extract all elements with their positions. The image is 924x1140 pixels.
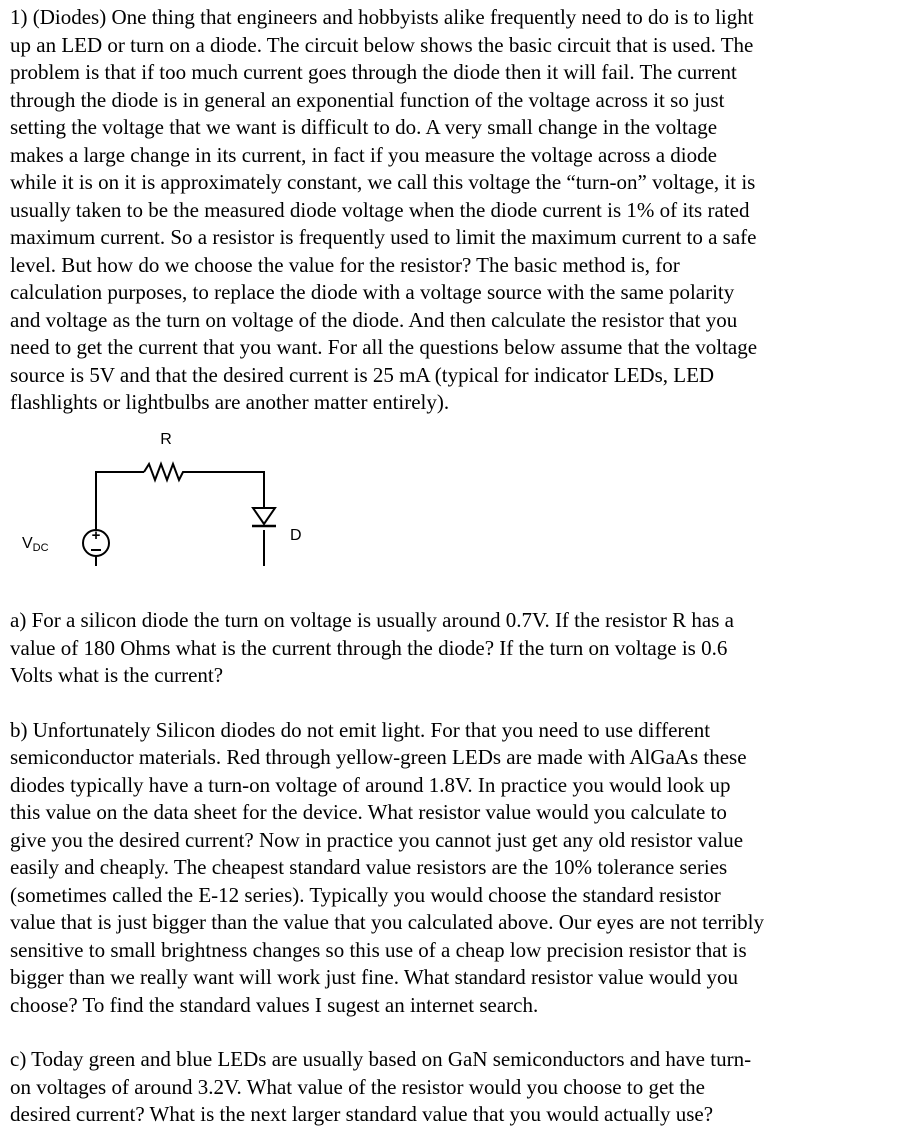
resistor-symbol <box>144 464 187 480</box>
text-line: through the diode is in general an exponential function of the voltage across it so just <box>10 87 725 112</box>
right-wire <box>187 472 264 508</box>
text-line: makes a large change in its current, in fact if you measure the voltage across a diode <box>10 142 717 167</box>
text-line: usually taken to be the measured diode voltage when the diode current is 1% of its rated <box>10 197 750 222</box>
text-line: (sometimes called the E-12 series). Typically you would choose the standard resistor <box>10 882 721 907</box>
plus-sign: + <box>91 527 101 544</box>
text-line: calculation purposes, to replace the diode with a voltage source with the same polarity <box>10 280 735 304</box>
text-line: a) For a silicon diode the turn on voltage is usually around 0.7V. If the resistor R has a <box>10 608 734 632</box>
text-line: value that is just bigger than the value that you calculated above. Our eyes are not terribly <box>10 910 764 934</box>
part-a-paragraph <box>10 607 910 690</box>
left-wire <box>96 472 144 530</box>
text-line: up an LED or turn on a diode. The circuit below shows the basic circuit that is used. The <box>10 32 754 57</box>
questions <box>10 607 910 1129</box>
text-line: while it is on it is approximately constant, we call this voltage the “turn-on” voltage, it is <box>10 170 756 194</box>
diode-symbol <box>253 508 275 524</box>
text-line: Volts what is the current? <box>10 663 224 687</box>
circuit-wires <box>96 472 264 566</box>
resistor-label: R <box>160 431 172 448</box>
intro-paragraph <box>10 4 910 417</box>
text-line: b) Unfortunately Silicon diodes do not emit light. For that you need to use different <box>10 717 711 742</box>
text-line: diodes typically have a turn-on voltage of around 1.8V. In practice you would look up <box>10 772 731 797</box>
text-line: level. But how do we choose the value for the resistor? The basic method is, for <box>10 252 680 277</box>
text-line: need to get the current that you want. For all the questions below assume that the voltage <box>10 335 758 359</box>
text-line: give you the desired current? Now in practice you cannot just get any old resistor value <box>10 827 744 852</box>
text-line: setting the voltage that we want is difficult to do. A very small change in the voltage <box>10 115 718 139</box>
text-line: maximum current. So a resistor is frequently used to limit the maximum current to a safe <box>10 225 757 249</box>
text-line: this value on the data sheet for the device. What resistor value would you calculate to <box>10 800 727 824</box>
text-line: source is 5V and that the desired current is 25 mA (typical for indicator LEDs, LED <box>10 362 715 387</box>
part-c-paragraph <box>10 1046 910 1129</box>
diode-label: D <box>290 527 302 544</box>
text-line: flashlights or lightbulbs are another matter entirely). <box>10 390 450 414</box>
text-line: on voltages of around 3.2V. What value of the resistor would you choose to get the <box>10 1074 705 1099</box>
text-line: choose? To find the standard values I sugest an internet search. <box>10 992 539 1017</box>
text-line: desired current? What is the next larger standard value that you would actually use? <box>10 1102 714 1126</box>
source-label: VDC <box>22 535 49 554</box>
text-line: problem is that if too much current goes through the diode then it will fail. The current <box>10 60 737 84</box>
text-line: 1) (Diodes) One thing that engineers and hobbyists alike frequently need to do is to light <box>10 5 754 29</box>
circuit-diagram <box>0 420 340 590</box>
text-line: value of 180 Ohms what is the current through the diode? If the turn on voltage is 0.6 <box>10 635 728 660</box>
text-line: and voltage as the turn on voltage of the diode. And then calculate the resistor that you <box>10 307 738 332</box>
text-line: semiconductor materials. Red through yellow-green LEDs are made with AlGaAs these <box>10 745 747 769</box>
text-line: easily and cheaply. The cheapest standard value resistors are the 10% tolerance series <box>10 855 728 879</box>
text-line: sensitive to small brightness changes so this use of a cheap low precision resistor that is <box>10 937 747 962</box>
text-line: c) Today green and blue LEDs are usually based on GaN semiconductors and have turn- <box>10 1047 752 1071</box>
problem-document <box>10 4 910 417</box>
text-line: bigger than we really want will work just fine. What standard resistor value would you <box>10 965 739 989</box>
part-b-paragraph <box>10 717 910 1020</box>
